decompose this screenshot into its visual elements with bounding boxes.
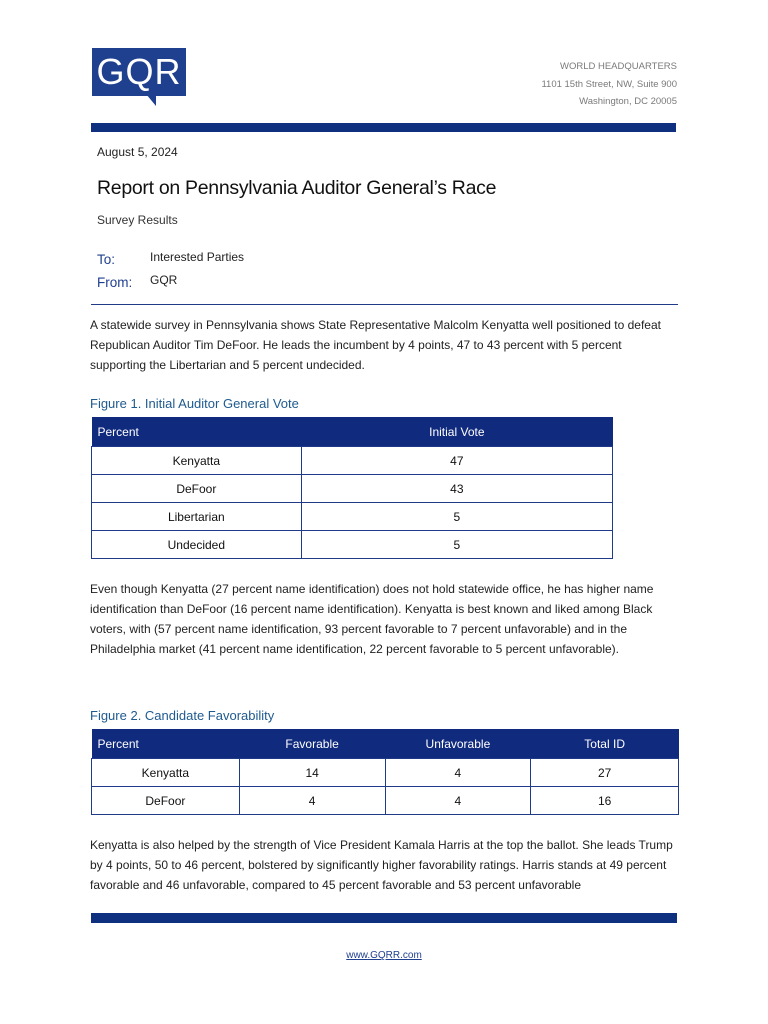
headquarters-address (541, 58, 677, 111)
figure-2-table (91, 729, 679, 815)
from-value: GQR (150, 273, 178, 287)
row-label: Undecided (92, 531, 302, 559)
row-label: Kenyatta (92, 759, 240, 787)
to-value: Interested Parties (150, 250, 245, 264)
row-value: 47 (301, 447, 612, 475)
memo-date: August 5, 2024 (97, 145, 178, 159)
table-header-row (92, 729, 679, 759)
top-divider-bar (91, 123, 676, 132)
row-value: 27 (531, 759, 679, 787)
column-header: Percent (92, 417, 302, 447)
table-row (92, 759, 679, 787)
figure-1-table (91, 417, 613, 559)
paragraph-2: Even though Kenyatta (27 percent name identification) does not hold statewide office, he has higher name identification than DeFoor (16 percent name identification). Kenyatta is best known and liked among Black voters, with (57 percent name identification, 93 percent favorable to 7 percent unfavorable) and in the Philadelphia market (41 percent name identification, 22 percent favorable to 5 percent unfavorable). (90, 582, 654, 656)
hq-line-2: 1101 15th Street, NW, Suite 900 (541, 78, 677, 90)
footer (0, 950, 768, 961)
row-value: 43 (301, 475, 612, 503)
logo-speech-tail (146, 94, 156, 106)
column-header: Total ID (531, 729, 679, 759)
table-row (92, 531, 613, 559)
figure-2-caption: Figure 2. Candidate Favorability (90, 708, 275, 723)
logo-text: GQR (96, 51, 182, 92)
table-row (92, 447, 613, 475)
column-header: Unfavorable (385, 729, 531, 759)
paragraph-1: A statewide survey in Pennsylvania shows State Representative Malcolm Kenyatta well positioned to defeat Republican Auditor Tim DeFoor. He leads the incumbent by 4 points, 47 to 43 percent with 5 percent supporting the Libertarian and 5 percent undecided. (90, 318, 661, 372)
row-value: 14 (239, 759, 385, 787)
memo-divider (91, 304, 678, 305)
to-label: To: (97, 252, 116, 267)
row-label: DeFoor (92, 475, 302, 503)
row-value: 4 (385, 787, 531, 815)
gqr-logo (92, 48, 186, 96)
row-value: 5 (301, 531, 612, 559)
paragraph-3: Kenyatta is also helped by the strength of Vice President Kamala Harris at the top the ballot. She leads Trump by 4 points, 50 to 46 percent, bolstered by significantly higher favorability ratings. Harris stands at 49 percent favorable and 46 unfavorable, compared to 45 percent favorable and 53 percent unfavorable (90, 838, 673, 892)
row-value: 16 (531, 787, 679, 815)
column-header: Initial Vote (301, 417, 612, 447)
row-label: Libertarian (92, 503, 302, 531)
from-label: From: (97, 275, 133, 290)
page-title: Report on Pennsylvania Auditor General’s Race (97, 177, 497, 199)
page-subtitle: Survey Results (97, 213, 178, 227)
table-header-row (92, 417, 613, 447)
table-row (92, 503, 613, 531)
row-value: 5 (301, 503, 612, 531)
row-label: Kenyatta (92, 447, 302, 475)
row-label: DeFoor (92, 787, 240, 815)
row-value: 4 (239, 787, 385, 815)
hq-line-3: Washington, DC 20005 (579, 96, 677, 107)
column-header: Favorable (239, 729, 385, 759)
hq-line-1: WORLD HEADQUARTERS (559, 61, 677, 72)
column-header: Percent (92, 729, 240, 759)
figure-1-caption: Figure 1. Initial Auditor General Vote (90, 396, 299, 411)
bottom-divider-bar (91, 913, 677, 923)
table-row (92, 475, 613, 503)
row-value: 4 (385, 759, 531, 787)
table-row (92, 787, 679, 815)
website-link[interactable]: www.GQRR.com (346, 950, 422, 961)
